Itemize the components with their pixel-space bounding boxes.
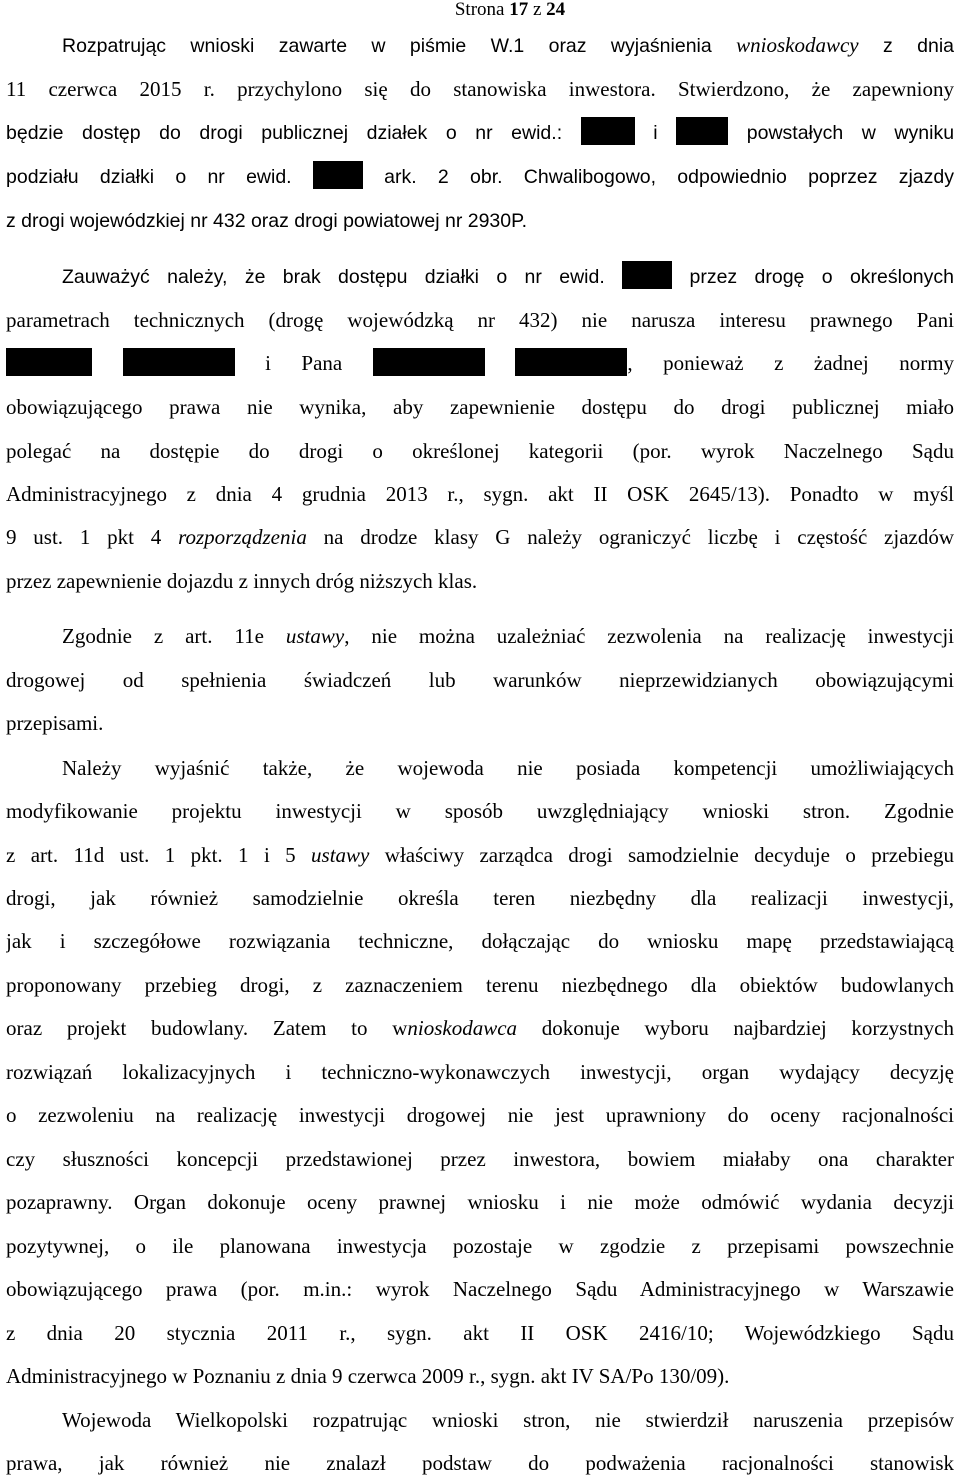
redaction-block bbox=[676, 117, 728, 145]
paragraph-1-line-4: podziału działki o nr ewid. ark. 2 obr. Chwalibogowo, odpowiednio poprzez zjazdy bbox=[6, 161, 954, 191]
paragraph-2-line-5: polegać na dostępie do drogi o określonej kategorii (por. wyrok Naczelnego Sądu bbox=[6, 439, 954, 463]
paragraph-2-line-6: Administracyjnego z dnia 4 grudnia 2013 r., sygn. akt II OSK 2645/13). Ponadto w myśl bbox=[6, 482, 954, 506]
paragraph-4-line-14: z dnia 20 stycznia 2011 r., sygn. akt II OSK 2416/10; Wojewódzkiego Sądu bbox=[6, 1321, 954, 1345]
paragraph-2-line-7: 9 ust. 1 pkt 4 rozporządzenia na drodze klasy G należy ograniczyć liczbę i częstość zjazdów bbox=[6, 525, 954, 549]
paragraph-4-line-12: pozytywnej, o ile planowana inwestycja pozostaje w zgodzie z przepisami powszechnie bbox=[6, 1234, 954, 1258]
paragraph-2-line-2: parametrach technicznych (drogę wojewódzką nr 432) nie narusza interesu prawnego Pani bbox=[6, 308, 954, 332]
paragraph-4-line-6: proponowany przebieg drogi, z zaznaczeniem terenu niezbędnego dla obiektów budowlanych bbox=[6, 973, 954, 997]
italic-term: ustawy bbox=[285, 624, 345, 648]
paragraph-4-line-8: rozwiązań lokalizacyjnych i techniczno-wykonawczych inwestycji, organ wydający decyzję bbox=[6, 1060, 954, 1084]
paragraph-3-line-3: przepisami. bbox=[6, 711, 104, 735]
paragraph-4-line-4: drogi, jak również samodzielnie określa teren niezbędny dla realizacji inwestycji, bbox=[6, 886, 954, 910]
paragraph-4-line-11: pozaprawny. Organ dokonuje oceny prawnej wniosku i nie może odmówić wydania decyzji bbox=[6, 1190, 954, 1214]
paragraph-3-line-2: drogowej od spełnienia świadczeń lub warunków nieprzewidzianych obowiązującymi bbox=[6, 668, 954, 692]
redaction-block bbox=[123, 348, 235, 376]
paragraph-4-line-2: modyfikowanie projektu inwestycji w sposób uwzględniający wnioski stron. Zgodnie bbox=[6, 799, 954, 823]
italic-term: nioskodawca bbox=[407, 1016, 518, 1040]
redaction-block bbox=[313, 161, 363, 189]
redaction-block bbox=[6, 348, 92, 376]
paragraph-4-line-3: z art. 11d ust. 1 pkt. 1 i 5 ustawy właściwy zarządca drogi samodzielnie decyduje o przebiegu bbox=[6, 843, 954, 867]
redaction-block bbox=[581, 117, 635, 145]
paragraph-4-line-7: oraz projekt budowlany. Zatem to wnioskodawca dokonuje wyboru najbardziej korzystnych bbox=[6, 1016, 954, 1040]
paragraph-2-line-3: i Pana , ponieważ z żadnej normy bbox=[6, 348, 954, 378]
paragraph-2-line-1: Zauważyć należy, że brak dostępu działki o nr ewid. przez drogę o określonych bbox=[6, 261, 954, 291]
paragraph-1-line-5: z drogi wojewódzkiej nr 432 oraz drogi powiatowej nr 2930P. bbox=[6, 210, 528, 232]
redaction-block bbox=[622, 261, 672, 289]
paragraph-5-line-1: Wojewoda Wielkopolski rozpatrując wnioski stron, nie stwierdził naruszenia przepisów bbox=[62, 1408, 954, 1432]
paragraph-4-line-13: obowiązującego prawa (por. m.in.: wyrok Naczelnego Sądu Administracyjnego w Warszawie bbox=[6, 1277, 954, 1301]
redaction-block bbox=[515, 348, 627, 376]
paragraph-2-line-4: obowiązującego prawa nie wynika, aby zapewnienie dostępu do drogi publicznej miało bbox=[6, 395, 954, 419]
paragraph-4-line-5: jak i szczegółowe rozwiązania techniczne, dołączając do wniosku mapę przedstawiającą bbox=[6, 929, 954, 953]
redaction-block bbox=[373, 348, 485, 376]
paragraph-1-line-3: będzie dostęp do drogi publicznej działek o nr ewid.: i powstałych w wyniku bbox=[6, 117, 954, 147]
paragraph-4-line-1: Należy wyjaśnić także, że wojewoda nie posiada kompetencji umożliwiających bbox=[62, 756, 954, 780]
page-number: Strona 17 z 24 bbox=[454, 0, 566, 20]
italic-term: ustawy bbox=[311, 843, 370, 867]
italic-term: wnioskodawcy bbox=[736, 33, 859, 57]
paragraph-4-line-15: Administracyjnego w Poznaniu z dnia 9 czerwca 2009 r., sygn. akt IV SA/Po 130/09). bbox=[6, 1364, 730, 1388]
paragraph-5-line-2: prawa, jak również nie znalazł podstaw do podważenia racjonalności stanowisk bbox=[6, 1451, 954, 1475]
paragraph-4-line-10: czy słuszności koncepcji przedstawionej przez inwestora, bowiem miałaby ona charakter bbox=[6, 1147, 954, 1171]
paragraph-4-line-9: o zezwoleniu na realizację inwestycji drogowej nie jest uprawniony do oceny racjonalności bbox=[6, 1103, 954, 1127]
paragraph-2-line-8: przez zapewnienie dojazdu z innych dróg niższych klas. bbox=[6, 569, 478, 593]
italic-term: rozporządzenia bbox=[178, 525, 307, 549]
paragraph-3-line-1: Zgodnie z art. 11e ustawy, nie można uzależniać zezwolenia na realizację inwestycji bbox=[62, 624, 954, 648]
paragraph-1-line-1: Rozpatrując wnioski zawarte w piśmie W.1 oraz wyjaśnienia wnioskodawcy z dnia bbox=[62, 33, 954, 57]
paragraph-1-line-2: 11 czerwca 2015 r. przychylono się do stanowiska inwestora. Stwierdzono, że zapewniony bbox=[6, 77, 954, 101]
